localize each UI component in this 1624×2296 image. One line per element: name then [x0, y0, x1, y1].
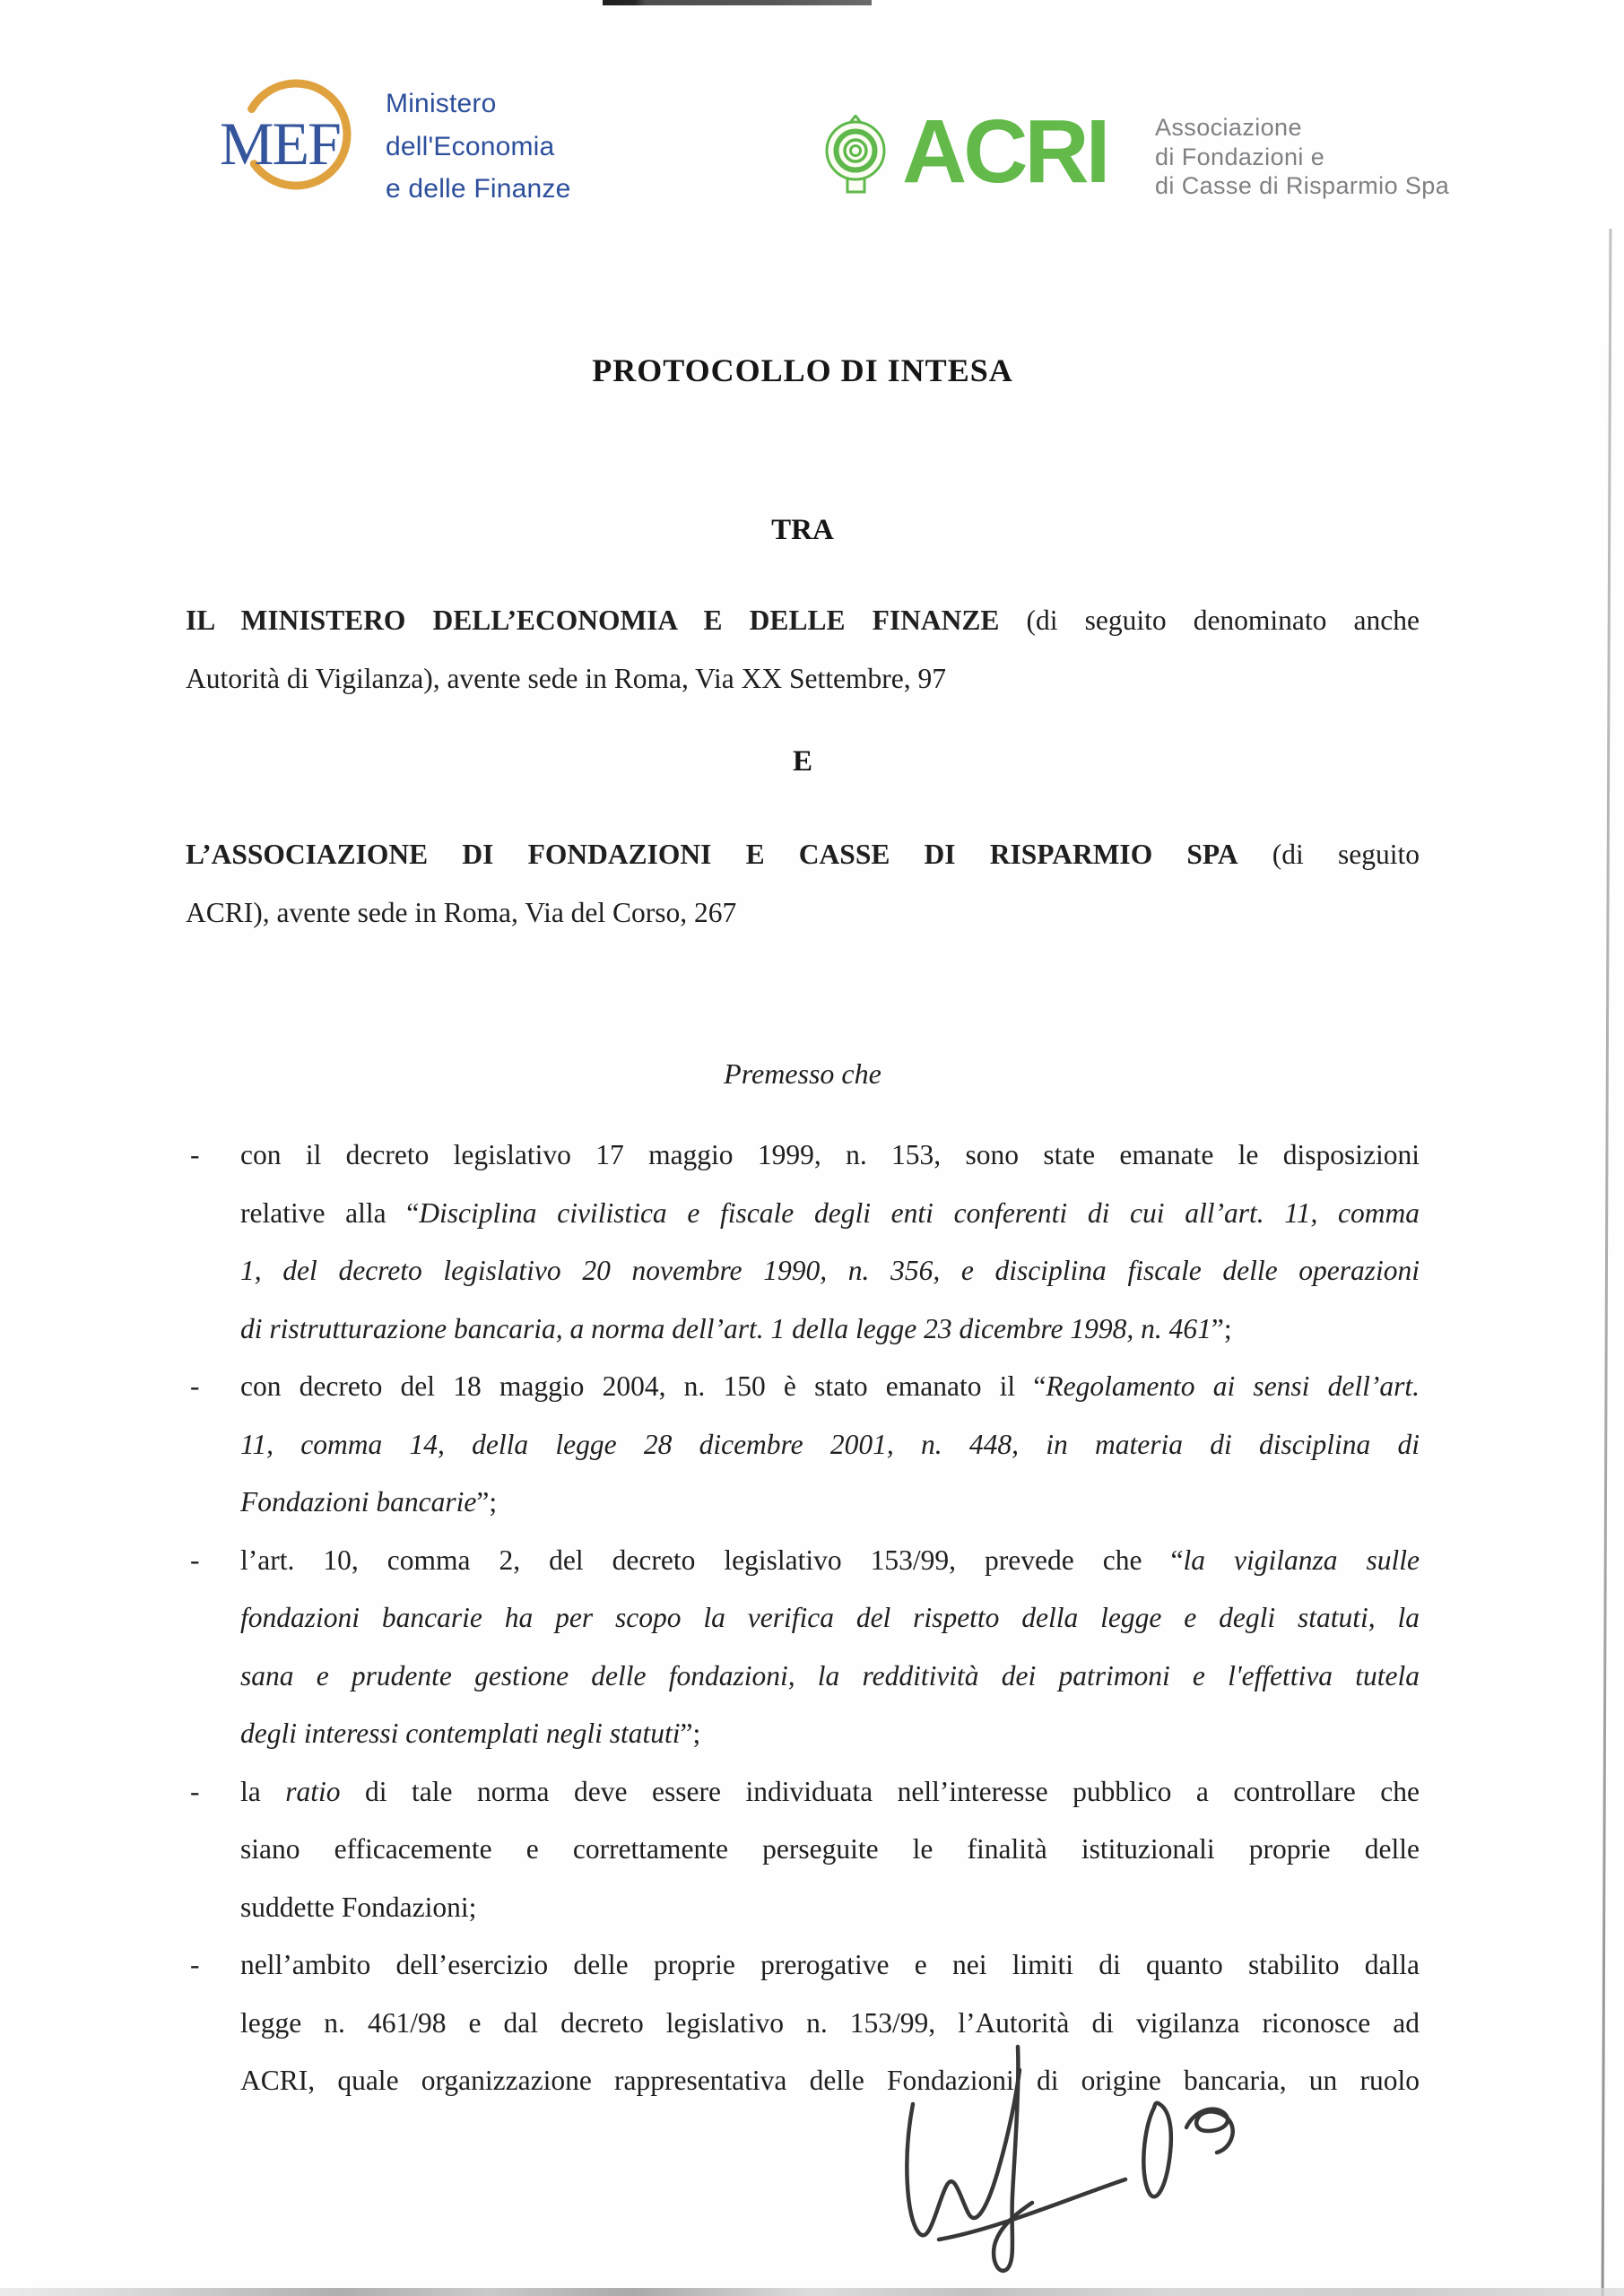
document-title: PROTOCOLLO DI INTESA [592, 352, 1013, 388]
acri-acronym: ACRI [902, 101, 1107, 202]
bullet-marker: - [190, 1949, 200, 1980]
party1-paragraph [186, 592, 1420, 708]
text-line: legge n. 461/98 e dal decreto legislativo n. 153/99, l’Autorità di vigilanza riconosce ad [240, 2006, 1420, 2039]
premise-item [188, 1126, 1420, 1358]
party2-paragraph [186, 826, 1420, 942]
acri-tagline-line: di Casse di Risparmio Spa [1155, 172, 1450, 199]
premise-item [188, 1358, 1420, 1532]
scan-edge-line [1602, 229, 1612, 2296]
bullet-marker: - [190, 1139, 200, 1170]
text-line: siano efficacemente e correttamente perseguite le finalità istituzionali proprie delle [240, 1833, 1420, 1865]
acri-tagline [1155, 113, 1550, 201]
text-line: fondazioni bancarie ha per scopo la verifica del rispetto della legge e degli statuti, la [240, 1602, 1420, 1633]
acri-tagline-line: di Fondazioni e [1155, 143, 1325, 170]
bullet-marker: - [190, 1544, 200, 1576]
and-label: E [792, 745, 812, 778]
text-line: sana e prudente gestione delle fondazioni, la redditività dei patrimoni e l'effettiva tutela [240, 1659, 1420, 1692]
text-line: ACRI), avente sede in Roma, Via del Corso, 267 [186, 896, 737, 928]
acri-emblem-icon [823, 115, 890, 196]
text-line: nell’ambito dell’esercizio delle proprie prerogative e nei limiti di quanto stabilito dalla [240, 1949, 1420, 1980]
bullet-marker: - [190, 1370, 200, 1402]
text-line: 11, comma 14, della legge 28 dicembre 2001, n. 448, in materia di disciplina di [240, 1428, 1420, 1460]
premise-item [188, 1532, 1420, 1763]
handwritten-signature [883, 2034, 1296, 2294]
scan-artifact-top [603, 0, 872, 5]
acri-tagline-line: Associazione [1155, 114, 1302, 141]
text-line: la ratio di tale norma deve essere individuata nell’interesse pubblico a controllare che [240, 1775, 1420, 1807]
text-line: con decreto del 18 maggio 2004, n. 150 è stato emanato il “Regolamento ai sensi dell’art. [240, 1370, 1420, 1402]
text-line: suddette Fondazioni; [240, 1891, 477, 1923]
mef-name-line: Ministero [386, 89, 497, 118]
bullet-marker: - [190, 1775, 200, 1807]
text-line: Fondazioni bancarie”; [240, 1486, 498, 1518]
mef-ministry-name [386, 83, 655, 211]
text-line: ACRI, quale organizzazione rappresentativa delle Fondazioni di origine bancaria, un ruolo [240, 2065, 1420, 2096]
text-line: 1, del decreto legislativo 20 novembre 1990, n. 356, e disciplina fiscale delle operazioni [240, 1255, 1420, 1286]
text-line: Autorità di Vigilanza), avente sede in Roma, Via XX Settembre, 97 [186, 662, 946, 694]
text-line: degli interessi contemplati negli statuti”; [240, 1718, 701, 1749]
text-line: IL MINISTERO DELL’ECONOMIA E DELLE FINANZE (di seguito denominato anche [186, 604, 1420, 636]
text-line: di ristrutturazione bancaria, a norma dell’art. 1 della legge 23 dicembre 1998, n. 461”; [240, 1312, 1232, 1344]
mef-acronym: MEF [220, 109, 340, 178]
premise-item [188, 1763, 1420, 1937]
scan-artifact-bottom [0, 2288, 1624, 2296]
text-line: l’art. 10, comma 2, del decreto legislativo 153/99, prevede che “la vigilanza sulle [240, 1544, 1420, 1576]
mef-name-line: e delle Finanze [386, 174, 571, 204]
between-label: TRA [771, 514, 834, 546]
premise-heading: Premesso che [724, 1057, 881, 1090]
text-line: relative alla “Disciplina civilistica e fiscale degli enti conferenti di cui all’art. 11, comma [240, 1196, 1420, 1229]
mef-name-line: dell'Economia [386, 131, 555, 161]
premise-list [188, 1126, 1420, 2110]
text-line: con il decreto legislativo 17 maggio 1999, n. 153, sono state emanate le disposizioni [240, 1139, 1420, 1170]
text-line: L’ASSOCIAZIONE DI FONDAZIONI E CASSE DI RISPARMIO SPA (di seguito [186, 839, 1420, 870]
